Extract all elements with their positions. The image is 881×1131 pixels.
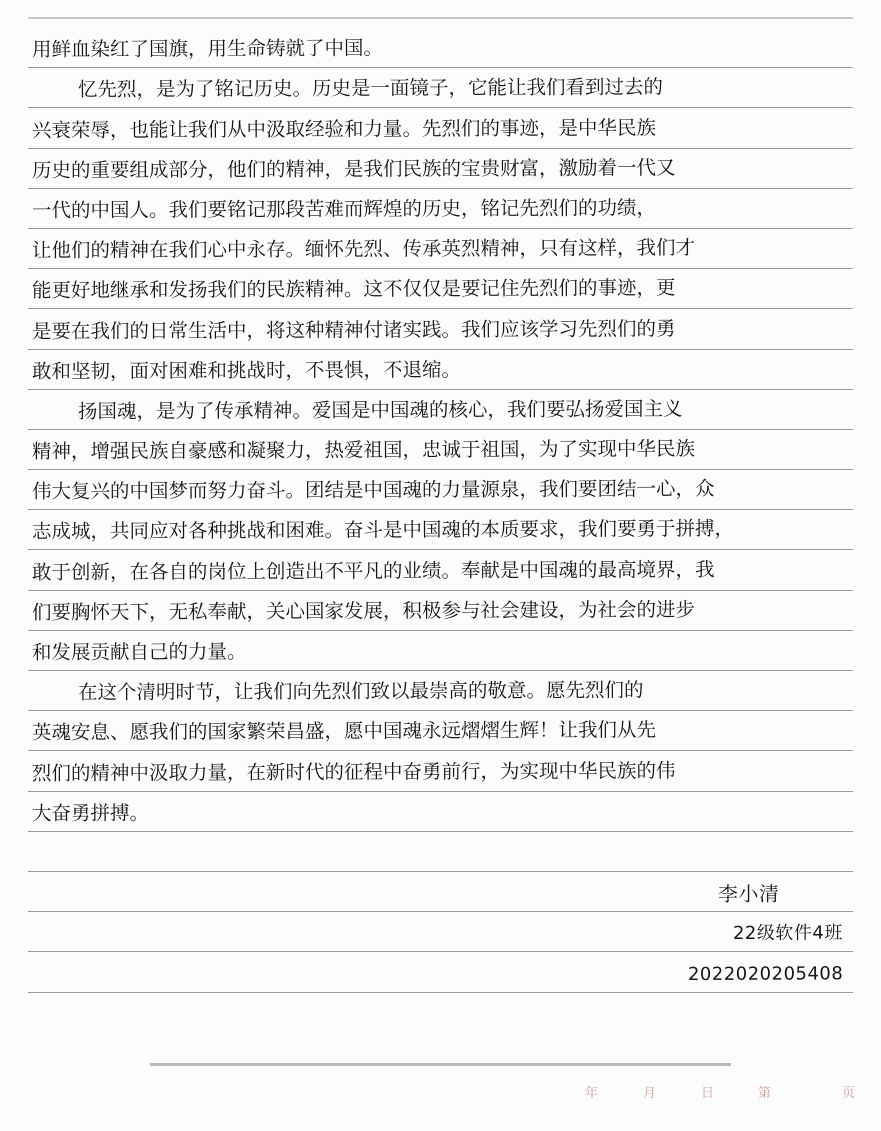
signature-class-line (28, 912, 853, 952)
essay-line (28, 631, 853, 671)
footer-month-label: 月 (643, 1086, 657, 1101)
essay-line-text: 是要在我们的日常生活中，将这种精神付诸实践。我们应该学习先烈们的勇 (31, 316, 676, 343)
footer-page-label: 页 (842, 1086, 856, 1101)
essay-line (28, 832, 853, 872)
essay-line-text: 和发展贡献自己的力量。 (31, 640, 247, 664)
essay-line (28, 430, 853, 470)
footer-day-label: 日 (701, 1086, 715, 1101)
essay-line-text: 精神，增强民族自豪感和凝聚力，热爱祖国，忠诚于祖国，为了实现中华民族 (31, 437, 696, 464)
essay-line (28, 28, 853, 68)
essay-line (28, 470, 853, 510)
essay-line (28, 309, 853, 349)
essay-line-text: 历史的重要组成部分，他们的精神，是我们民族的宝贵财富，激励着一代又 (31, 155, 676, 182)
essay-line-text: 让他们的精神在我们心中永存。缅怀先烈、传承英烈精神，只有这样，我们才 (31, 236, 696, 263)
essay-line-text: 在这个清明时节，让我们向先烈们致以最崇高的敬意。愿先烈们的 (77, 678, 644, 705)
essay-line-text: 们要胸怀天下，无私奉献，关心国家发展，积极参与社会建设，为社会的进步 (31, 597, 696, 624)
signature-student-id: 2022020205408 (687, 962, 843, 985)
signature-student-id-line (28, 952, 853, 992)
essay-line (28, 149, 853, 189)
essay-line-text: 一代的中国人。我们要铭记那段苦难而辉煌的历史，铭记先烈们的功绩， (31, 196, 657, 222)
page-footer (585, 1082, 855, 1106)
essay-line-text: 用鲜血染红了国旗，用生命铸就了中国。 (31, 36, 384, 62)
signature-class: 22级软件4班 (733, 922, 843, 945)
essay-line-text: 兴衰荣辱，也能让我们从中汲取经验和力量。先烈们的事迹，是中华民族 (31, 115, 657, 142)
essay-line (28, 550, 853, 590)
essay-line (28, 269, 853, 309)
footer-year-label: 年 (585, 1086, 599, 1101)
essay-line (28, 751, 853, 791)
essay-line (28, 671, 853, 711)
essay-line-text: 英魂安息、愿我们的国家繁荣昌盛，愿中国魂永远熠熠生辉！让我们从先 (31, 718, 657, 745)
essay-line (28, 510, 853, 550)
essay-line-text: 大奋勇拼搏。 (31, 801, 150, 825)
essay-line (28, 711, 853, 751)
essay-line-text: 扬国魂，是为了传承精神。爱国是中国魂的核心，我们要弘扬爱国主义 (77, 397, 683, 423)
essay-line (28, 229, 853, 269)
bottom-border-rule (150, 1063, 731, 1066)
essay-line-text: 忆先烈，是为了铭记历史。历史是一面镜子，它能让我们看到过去的 (77, 75, 664, 102)
footer-number-label: 第 (758, 1086, 772, 1101)
essay-line (28, 189, 853, 229)
signature-name: 李小清 (717, 881, 779, 907)
essay-line (28, 591, 853, 631)
top-border-rule (28, 17, 853, 19)
essay-line (28, 68, 853, 108)
essay-line (28, 108, 853, 148)
essay-line-text: 敢于创新，在各自的岗位上创造出不平凡的业绩。奉献是中国魂的最高境界，我 (31, 557, 715, 584)
essay-line (28, 792, 853, 832)
essay-line (28, 390, 853, 430)
essay-line-text: 志成城，共同应对各种挑战和困难。奋斗是中国魂的本质要求，我们要勇于拼搏， (31, 517, 735, 544)
essay-line-text: 烈们的精神中汲取力量，在新时代的征程中奋勇前行，为实现中华民族的伟 (31, 758, 676, 785)
essay-line (28, 350, 853, 390)
essay-body (28, 28, 853, 993)
essay-line-text: 能更好地继承和发扬我们的民族精神。这不仅仅是要记住先烈们的事迹，更 (31, 276, 676, 303)
signature-name-line (28, 872, 853, 912)
essay-line-text: 敢和坚韧，面对困难和挑战时，不畏惧，不退缩。 (31, 357, 462, 383)
essay-line-text: 伟大复兴的中国梦而努力奋斗。团结是中国魂的力量源泉，我们要团结一心，众 (31, 477, 715, 504)
